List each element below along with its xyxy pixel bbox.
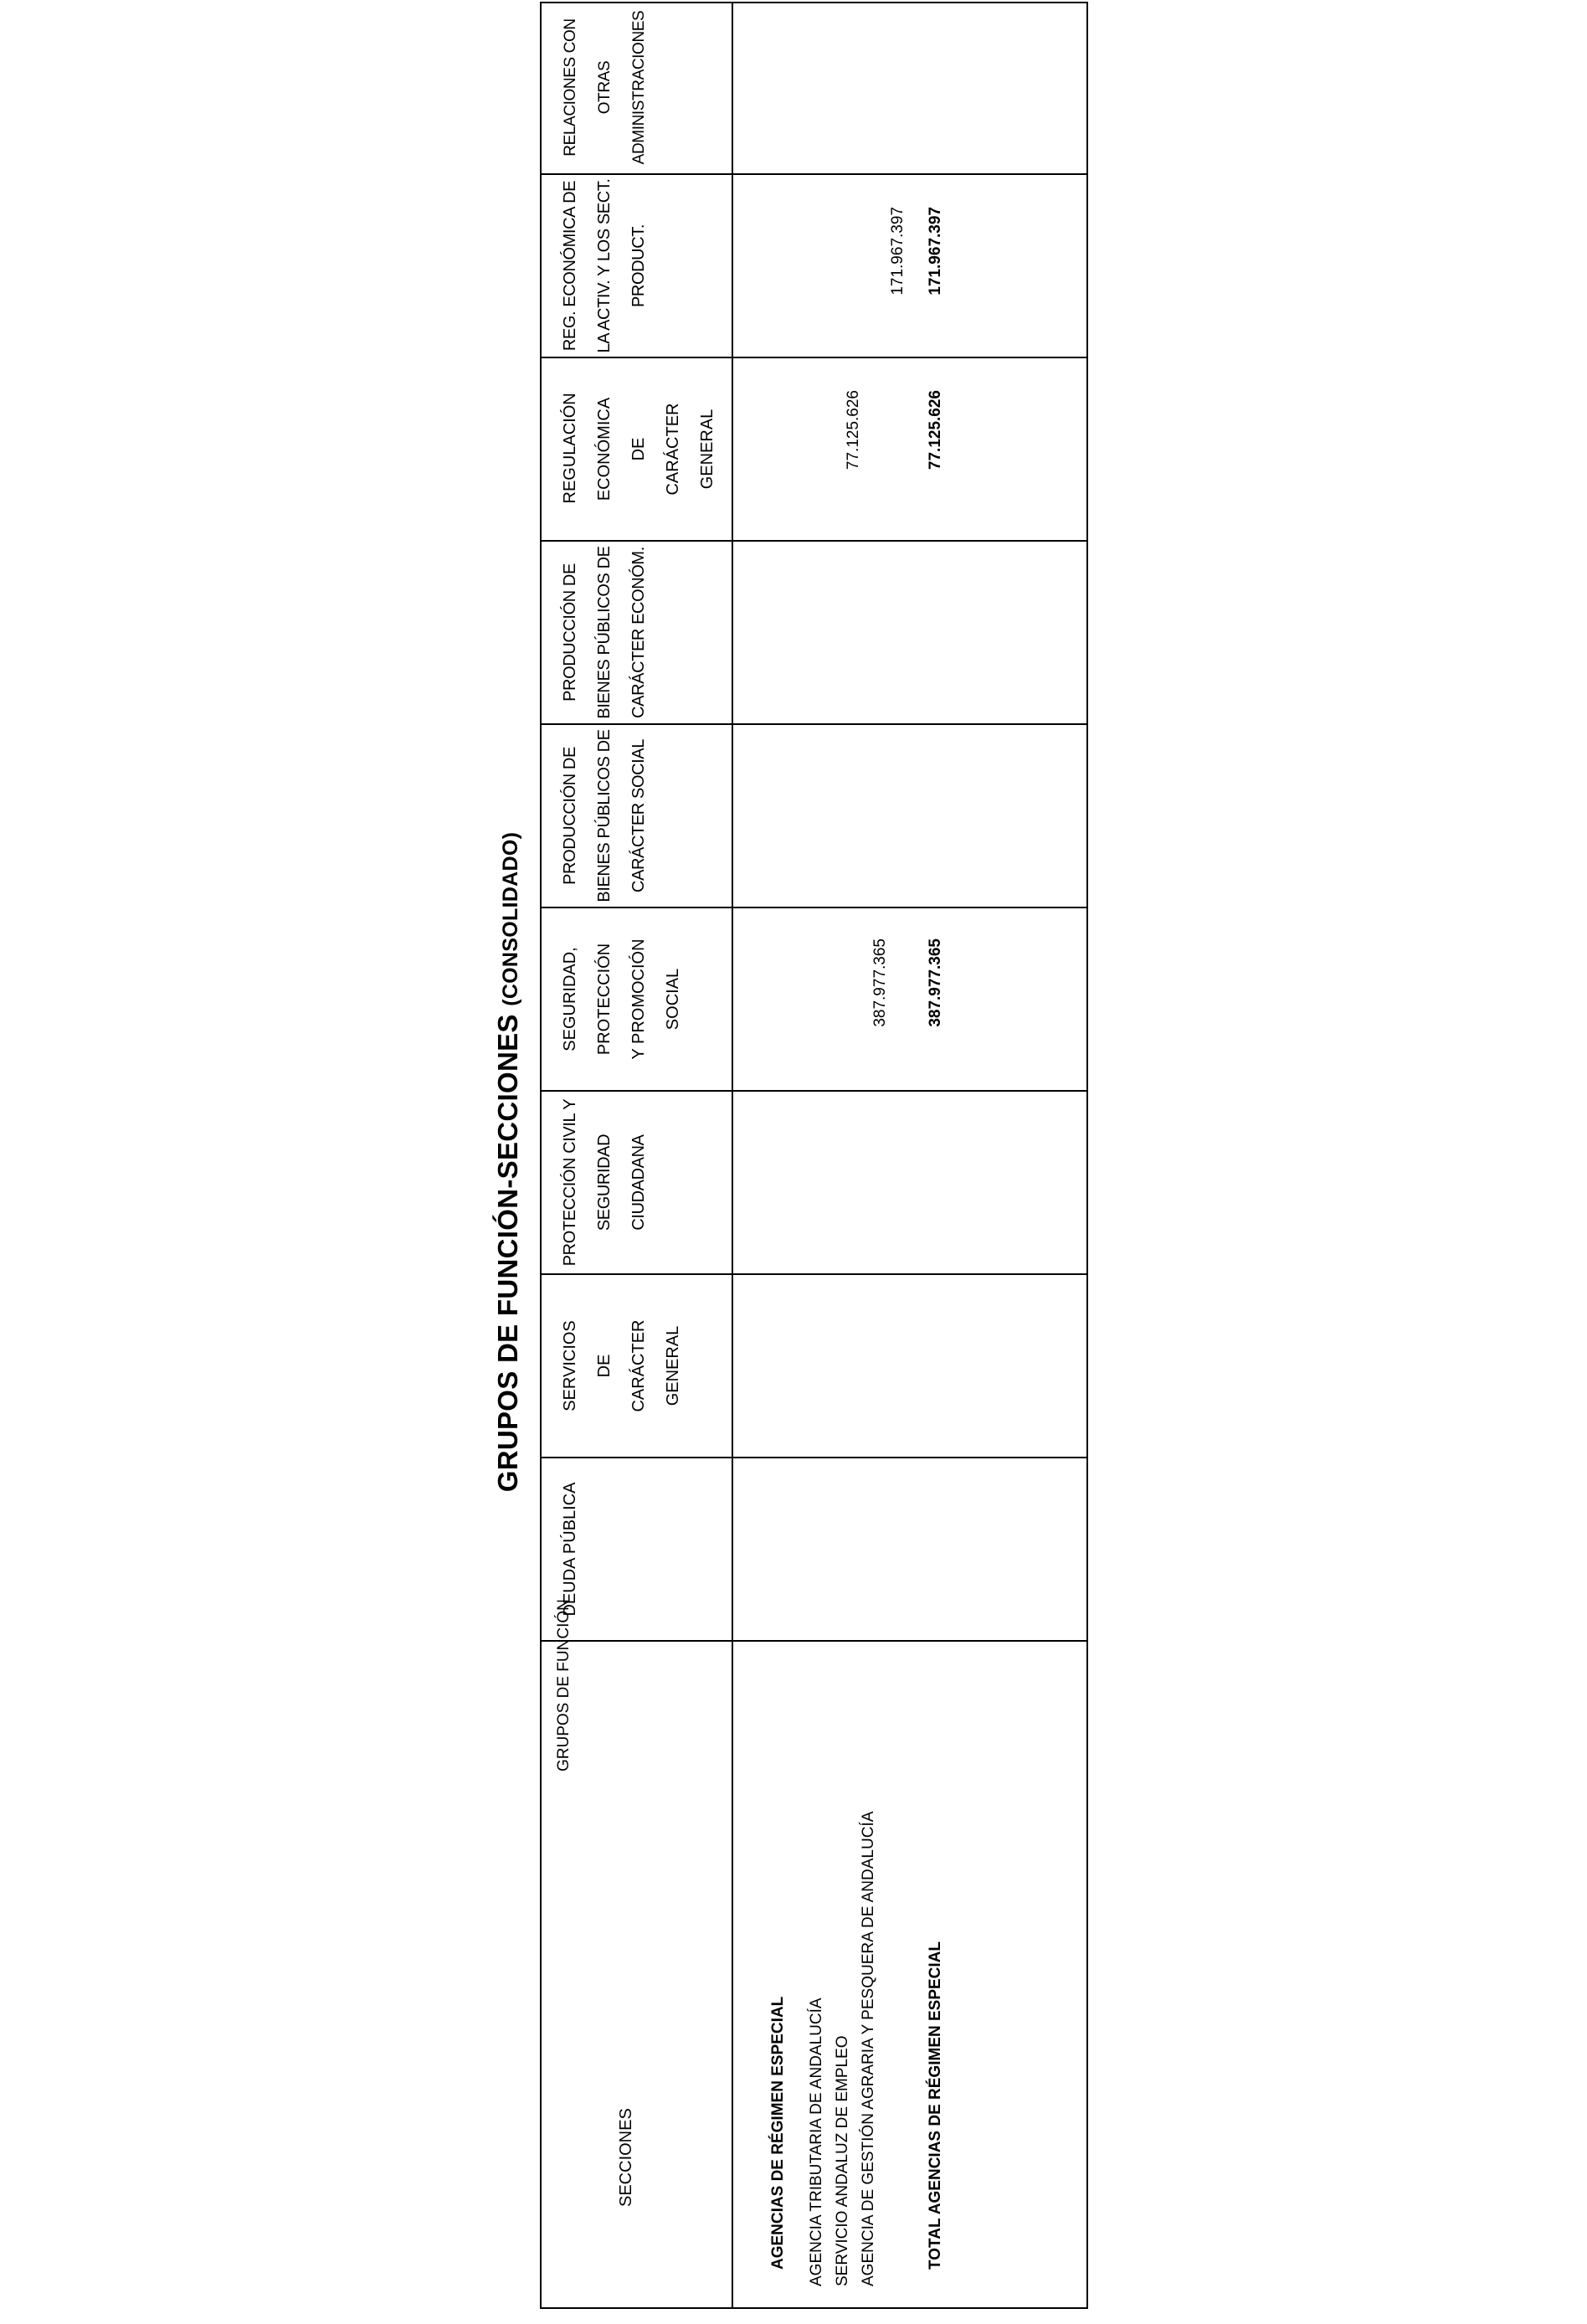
- header-relaciones-administraciones: RELACIONES CON OTRAS ADMINISTRACIONES: [562, 10, 648, 165]
- page-title: [492, 0, 524, 2324]
- header-seguridad-proteccion: SEGURIDAD, PROTECCIÓN Y PROMOCIÓN SOCIAL: [561, 938, 682, 1060]
- header-bienes-publicos-social: PRODUCCIÓN DE BIENES PÚBLICOS DE CARÁCTER SOCIAL: [561, 729, 648, 902]
- row-label-agencia-gestion-agraria: AGENCIA DE GESTIÓN AGRARIA Y PESQUERA DE ANDALUCÍA: [860, 1811, 877, 2286]
- function-sections-table: [540, 2, 1088, 2309]
- group-heading: AGENCIAS DE RÉGIMEN ESPECIAL: [769, 1996, 787, 2270]
- header-bienes-publicos-economico: PRODUCCIÓN DE BIENES PÚBLICOS DE CARÁCTER ECONÓM.: [561, 546, 648, 719]
- total-regulacion: 77.125.626: [927, 390, 944, 470]
- header-deuda-publica: DEUDA PÚBLICA: [561, 1482, 579, 1617]
- total-seguridad: 387.977.365: [927, 938, 944, 1027]
- value-agencia-gestion-agraria-reg: 171.967.397: [889, 207, 906, 296]
- header-grupos-funcion: GRUPOS DE FUNCIÓN: [555, 1599, 573, 1771]
- title-sub: (CONSOLIDADO): [499, 831, 522, 1006]
- value-servicio-empleo-seguridad: 387.977.365: [871, 938, 889, 1027]
- total-label: TOTAL AGENCIAS DE RÉGIMEN ESPECIAL: [927, 1941, 944, 2270]
- header-secciones: SECCIONES: [617, 2108, 635, 2207]
- value-agencia-tributaria-regulacion: 77.125.626: [845, 390, 862, 470]
- header-proteccion-civil: PROTECCIÓN CIVIL Y SEGURIDAD CIUDADANA: [561, 1098, 648, 1267]
- total-reg-actividad: 171.967.397: [927, 207, 944, 296]
- row-label-servicio-empleo: SERVICIO ANDALUZ DE EMPLEO: [834, 2035, 851, 2286]
- col-divider: [542, 1640, 1086, 1642]
- header-reg-actividad-sectores: REG. ECONÓMICA DE LA ACTIV. Y LOS SECT. PRODUCT.: [561, 178, 648, 353]
- row-label-agencia-tributaria: AGENCIA TRIBUTARIA DE ANDALUCÍA: [808, 1998, 825, 2286]
- header-separator: [732, 3, 733, 2307]
- title-main: GRUPOS DE FUNCIÓN-SECCIONES: [492, 1014, 523, 1493]
- header-regulacion-economica: REGULACIÓN ECONÓMICA DE CARÁCTER GENERAL: [561, 393, 716, 504]
- header-servicios-caracter-general: SERVICIOS DE CARÁCTER GENERAL: [561, 1319, 682, 1412]
